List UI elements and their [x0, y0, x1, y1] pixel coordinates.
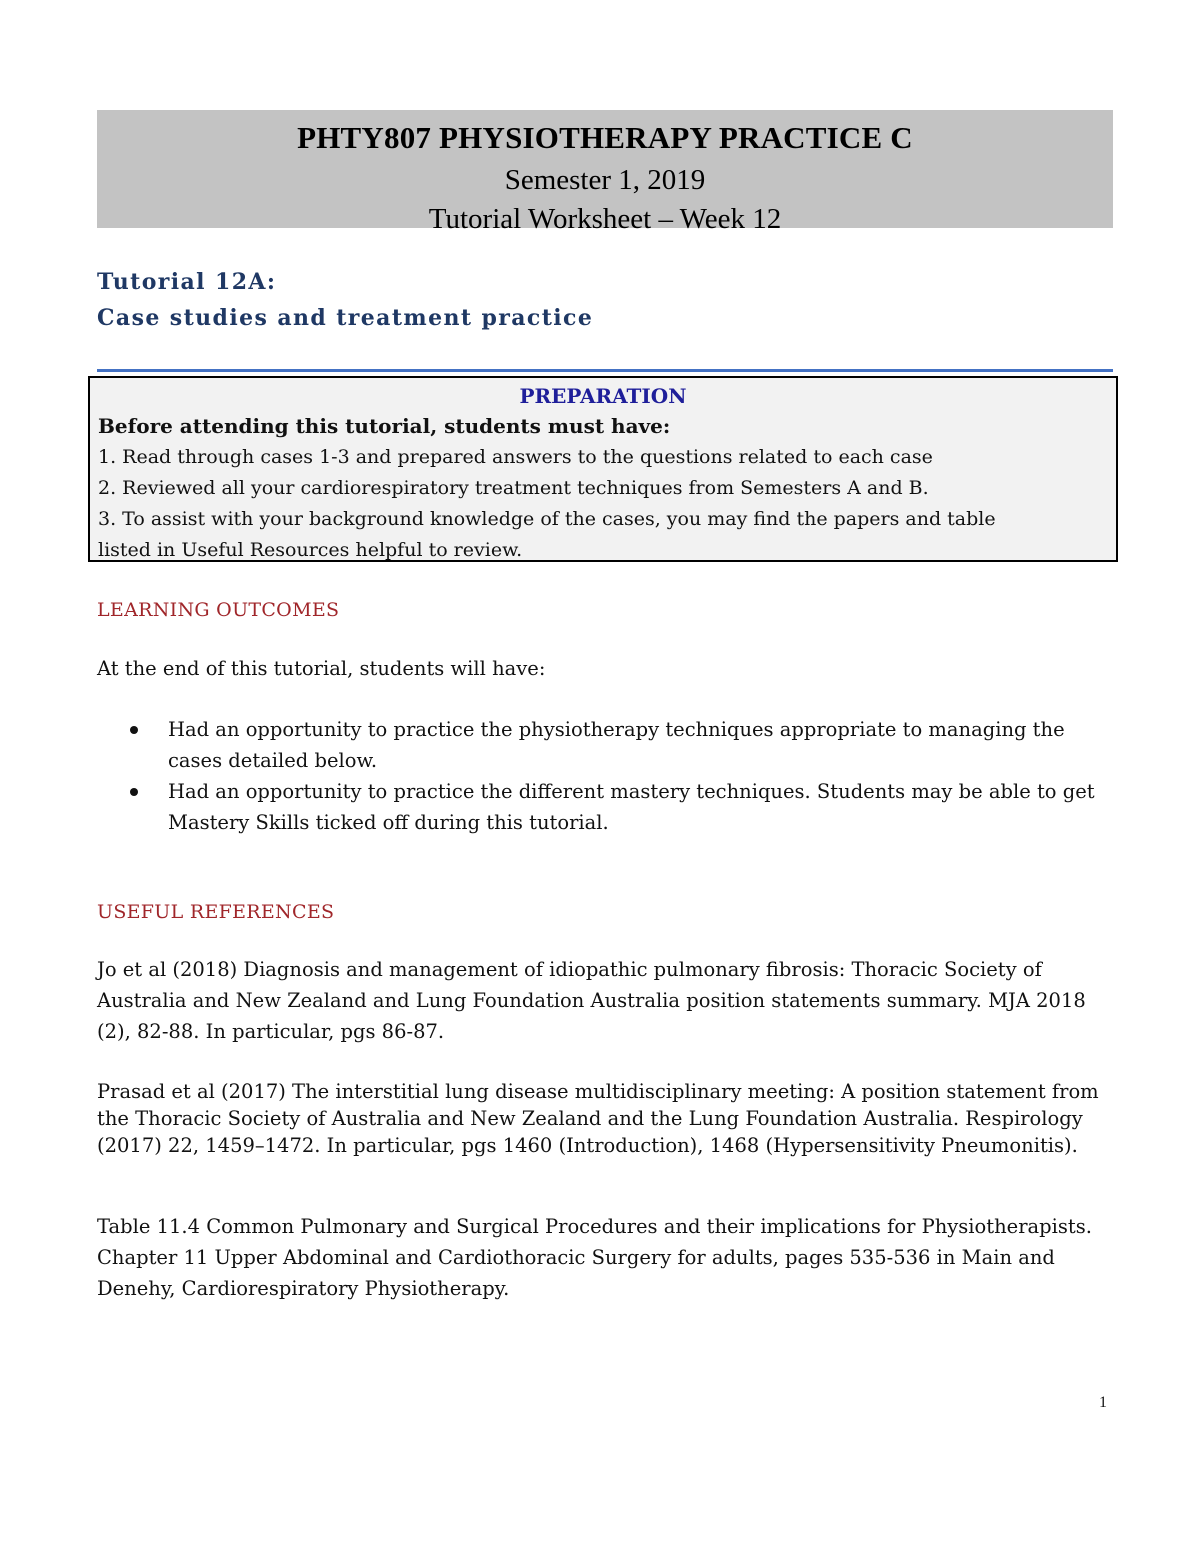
- bullet-icon: [130, 726, 138, 734]
- bullet-icon: [130, 788, 138, 796]
- section-divider: [97, 369, 1113, 372]
- list-item: [97, 776, 1117, 838]
- useful-references-heading: USEFUL REFERENCES: [97, 901, 335, 923]
- learning-outcomes-heading: LEARNING OUTCOMES: [97, 599, 340, 621]
- preparation-intro: Before attending this tutorial, students must have:: [98, 414, 671, 438]
- semester-label: Semester 1, 2019: [504, 164, 706, 196]
- list-item: [97, 714, 1117, 776]
- tutorial-topic-heading: Case studies and treatment practice: [97, 305, 594, 331]
- tutorial-number-heading: Tutorial 12A:: [97, 269, 277, 295]
- preparation-item: 1. Read through cases 1-3 and prepared answers to the questions related to each case: [98, 446, 933, 468]
- list-item-text: Had an opportunity to practice the physiotherapy techniques appropriate to managing the cases detailed below.: [168, 718, 1065, 772]
- worksheet-label: Tutorial Worksheet – Week 12: [428, 203, 782, 235]
- preparation-item-continued: listed in Useful Resources helpful to review.: [98, 539, 523, 561]
- header-band: [97, 110, 1113, 235]
- reference-item: Jo et al (2018) Diagnosis and management of idiopathic pulmonary fibrosis: Thoracic Society of Australia and New Zealand and Lung Foundation Australia position statements summary. MJA 2018 (2), 82-88. In particular, pgs 86-87.: [97, 958, 1086, 1043]
- list-item-text: Had an opportunity to practice the different mastery techniques. Students may be able to get Mastery Skills ticked off during this tutorial.: [168, 780, 1095, 834]
- preparation-box: [88, 376, 1118, 562]
- learning-outcomes-list: [97, 714, 1117, 838]
- preparation-title: PREPARATION: [519, 384, 687, 408]
- preparation-item: 2. Reviewed all your cardiorespiratory treatment techniques from Semesters A and B.: [98, 477, 929, 499]
- learning-outcomes-intro: At the end of this tutorial, students will have:: [97, 657, 546, 680]
- preparation-item: 3. To assist with your background knowledge of the cases, you may find the papers and table: [98, 508, 996, 530]
- reference-item: Prasad et al (2017) The interstitial lung disease multidisciplinary meeting: A position statement from the Thoracic Society of Australia and New Zealand and the Lung Foundation Australia. Respirology (2017) 22, 1459–1472. In particular, pgs 1460 (Introduction), 1468 (Hypersensitivity Pneumonitis).: [97, 1080, 1099, 1157]
- course-title: PHTY807 PHYSIOTHERAPY PRACTICE C: [297, 120, 913, 155]
- reference-item: Table 11.4 Common Pulmonary and Surgical Procedures and their implications for Physiotherapists. Chapter 11 Upper Abdominal and Cardiothoracic Surgery for adults, pages 535-536 in Main and Denehy, Cardiorespiratory Physiotherapy.: [97, 1215, 1092, 1300]
- page-number: 1: [1099, 1394, 1107, 1411]
